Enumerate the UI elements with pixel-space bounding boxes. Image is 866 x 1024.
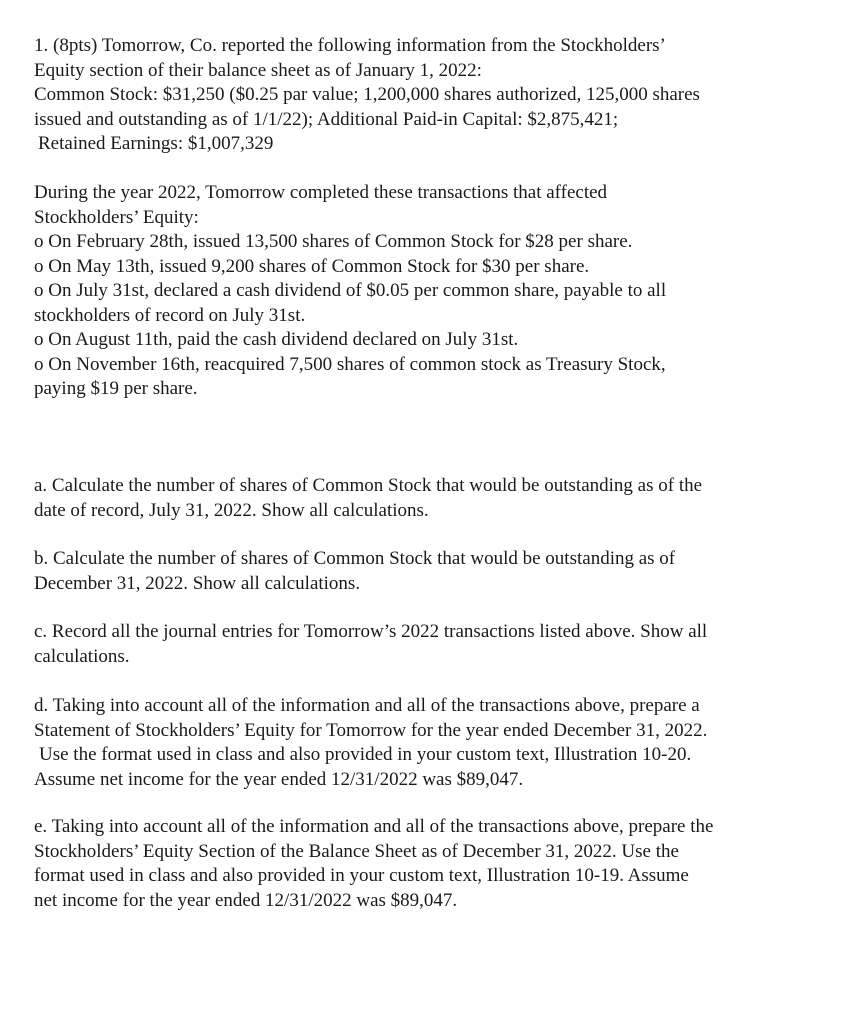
question-line: date of record, July 31, 2022. Show all calculations. (34, 499, 429, 521)
question-line: d. Taking into account all of the information and all of the transactions above, prepare a (34, 695, 700, 716)
transaction-line: paying $19 per share. (34, 378, 198, 399)
question-line: December 31, 2022. Show all calculations. (34, 572, 361, 594)
transaction-line: o On November 16th, reacquired 7,500 shares of common stock as Treasury Stock, (34, 353, 666, 375)
question-line: e. Taking into account all of the information and all of the transactions above, prepare the (34, 816, 714, 837)
transaction-line: o On July 31st, declared a cash dividend of $0.05 per common share, payable to all (34, 280, 667, 301)
question-line: format used in class and also provided in your custom text, Illustration 10-19. Assume (34, 865, 689, 886)
question-line: calculations. (34, 645, 130, 667)
question-line: net income for the year ended 12/31/2022 was $89,047. (34, 889, 458, 911)
intro-line: Equity section of their balance sheet as of January 1, 2022: (34, 59, 482, 81)
transaction-line: During the year 2022, Tomorrow completed these transactions that affected (34, 182, 608, 203)
intro-line: issued and outstanding as of 1/1/22); Additional Paid-in Capital: $2,875,421; (34, 108, 619, 130)
question-line: b. Calculate the number of shares of Common Stock that would be outstanding as of (34, 548, 676, 569)
intro-line: Common Stock: $31,250 ($0.25 par value; 1,200,000 shares authorized, 125,000 shares (34, 84, 700, 105)
question-line: Use the format used in class and also provided in your custom text, Illustration 10-20. (39, 744, 692, 765)
question-a (34, 474, 834, 523)
question-d (34, 694, 834, 792)
transaction-line: stockholders of record on July 31st. (34, 304, 306, 326)
question-line: Statement of Stockholders’ Equity for Tomorrow for the year ended December 31, 2022. (34, 719, 708, 741)
intro-line: Retained Earnings: $1,007,329 (38, 133, 274, 154)
intro-line: 1. (8pts) Tomorrow, Co. reported the following information from the Stockholders’ (34, 35, 666, 56)
question-line: Assume net income for the year ended 12/31/2022 was $89,047. (34, 768, 524, 790)
question-c (34, 620, 834, 669)
transaction-line: o On August 11th, paid the cash dividend declared on July 31st. (34, 329, 519, 350)
question-b (34, 547, 834, 596)
question-line: c. Record all the journal entries for Tomorrow’s 2022 transactions listed above. Show all (34, 621, 708, 642)
transaction-line: Stockholders’ Equity: (34, 206, 199, 228)
transaction-line: o On May 13th, issued 9,200 shares of Common Stock for $30 per share. (34, 255, 590, 277)
question-line: Stockholders’ Equity Section of the Balance Sheet as of December 31, 2022. Use the (34, 840, 679, 862)
transaction-line: o On February 28th, issued 13,500 shares of Common Stock for $28 per share. (34, 231, 633, 252)
question-line: a. Calculate the number of shares of Common Stock that would be outstanding as of the (34, 475, 703, 496)
problem-intro (34, 34, 834, 157)
transactions-list (34, 181, 834, 402)
question-e (34, 815, 834, 913)
